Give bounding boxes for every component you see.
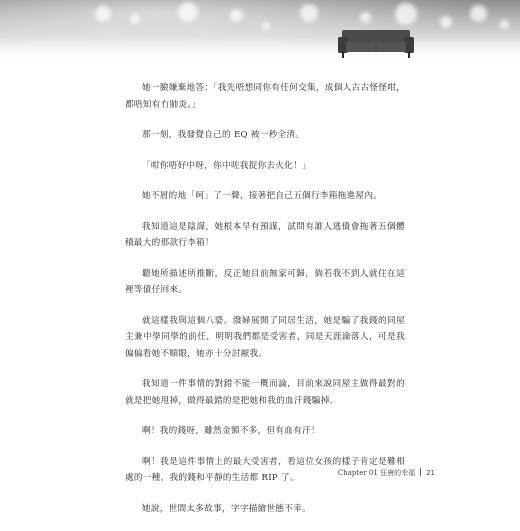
sofa-icon: [338, 28, 414, 60]
paragraph: 就這樣我與這個八婆、潑婦展開了同居生活，她是騙了我錢的同屋主兼中學同學的前任，明明我們都是受害者，同是天涯淪落人，可是我偏偏看她不順眼，她亦十分討厭我。: [125, 315, 405, 359]
paragraph: 啊！我是這件事情上的最大受害者，看這位女孩的樣子肯定是難相處的一種，我的錢和平靜的生活都 RIP 了。: [125, 456, 405, 483]
paragraph: 她說，世間太多故事，字字描繪世態不幸。: [142, 503, 311, 514]
paragraph: 我知道一件事情的對錯不能一概而論，目前來說同屋主做得最對的就是把她甩掉，做得最錯的是把她和我的血汗錢騙掉。: [125, 379, 405, 406]
story-text: [125, 80, 405, 531]
paragraph: 聽她所描述所推斷，反正她目前無家可歸，倘若我不到人就住在這裡等債仔回來。: [125, 268, 405, 295]
chapter-title: Chapter 01 狂唐的幸福: [337, 469, 416, 477]
paragraph: 啊！我的錢呀，雖然金額不多，但有血有汗！: [142, 426, 320, 436]
paragraph: 她一臉嫌棄地答：「我先唔想同你有任何交集，成個人古古怪怪咁，都唔知有冇肺炎。」: [125, 83, 405, 110]
paragraph: 那一刻，我發覺自己的 EQ 被一秒全清。: [142, 130, 305, 140]
footer-divider: [420, 468, 421, 476]
page-footer: [338, 468, 435, 478]
paragraph: 我知道這是陰謀，她根本早有預謀，試問有誰人逃債會拖著五個體積最大的那款行李箱！: [125, 221, 405, 248]
header-banner-image: [0, 0, 520, 62]
paragraph: 「咁你唔好中呀，你中咗我捉你去火化！」: [142, 160, 311, 171]
page-number: 21: [426, 469, 435, 477]
paragraph: 她不屑的地「呵」了一聲，接著把自己五個行李箱拖進屋內。: [142, 191, 383, 201]
